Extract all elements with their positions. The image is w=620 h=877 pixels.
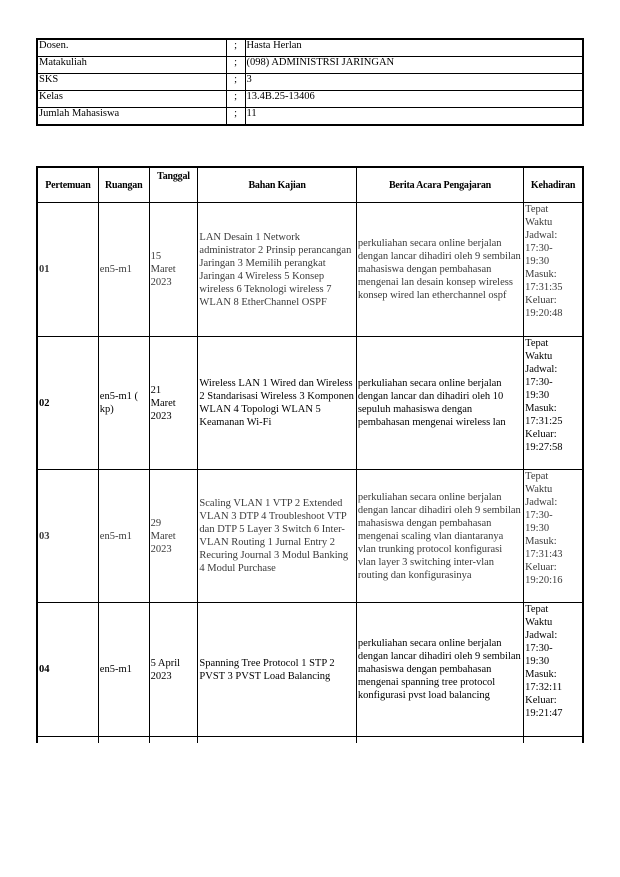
cell-tanggal: 29 Maret 2023 <box>149 470 198 603</box>
table-row <box>37 470 583 603</box>
info-label: Kelas <box>37 91 226 108</box>
info-value: 3 <box>245 74 583 91</box>
cell-berita-acara: perkuliahan secara online berjalan dengan lancar dihadiri oleh 9 sembilan mahasiswa dengan pembahasan mengenai lan desain konsep wireless konsep wired lan etherchannel ospf <box>356 203 523 337</box>
cell-kehadiran: Tepat Waktu Jadwal: 17:30- 19:30 Masuk: 17:31:25 Keluar: 19:27:58 <box>524 337 583 470</box>
info-label: SKS <box>37 74 226 91</box>
header-kehadiran: Kehadiran <box>524 167 583 203</box>
info-row-kelas <box>37 91 583 108</box>
schedule-header-row <box>37 167 583 203</box>
info-value: (098) ADMINISTRSI JARINGAN <box>245 57 583 74</box>
cell-berita-acara: perkuliahan secara online berjalan dengan lancar dihadiri oleh 9 sembilan mahasiswa dengan pembahasan mengenai spanning tree protocol konfigurasi pvst load balancing <box>356 603 523 737</box>
cell-empty <box>356 737 523 744</box>
cell-tanggal: 21 Maret 2023 <box>149 337 198 470</box>
info-separator: ; <box>226 108 245 126</box>
info-label: Matakuliah <box>37 57 226 74</box>
cell-pertemuan: 02 <box>37 337 98 470</box>
cell-empty <box>37 737 98 744</box>
table-row <box>37 603 583 737</box>
info-row-jumlah-mahasiswa <box>37 108 583 126</box>
info-row-matakuliah <box>37 57 583 74</box>
cell-empty <box>98 737 149 744</box>
cell-berita-acara: perkuliahan secara online berjalan dengan lancar dihadiri oleh 9 sembilan mahasiswa dengan pembahasan mengenai scaling vlan diantaranya vlan trunking protocol konfigurasi vlan layer 3 switching inter-vlan routing dan konfigurasinya <box>356 470 523 603</box>
cell-empty <box>524 737 583 744</box>
cell-kehadiran: Tepat Waktu Jadwal: 17:30- 19:30 Masuk: 17:31:35 Keluar: 19:20:48 <box>524 203 583 337</box>
course-info-table <box>36 38 584 126</box>
cell-ruangan: en5-m1 <box>98 203 149 337</box>
header-berita-acara: Berita Acara Pengajaran <box>356 167 523 203</box>
info-value: 13.4B.25-13406 <box>245 91 583 108</box>
cell-ruangan: en5-m1 ( kp) <box>98 337 149 470</box>
cell-berita-acara: perkuliahan secara online berjalan dengan lancar dan dihadiri oleh 10 sepuluh mahasiswa dengan pembahasan mengenai wireless lan <box>356 337 523 470</box>
info-label: Jumlah Mahasiswa <box>37 108 226 126</box>
header-tanggal: Tanggal <box>149 167 198 203</box>
cell-empty <box>198 737 356 744</box>
table-row <box>37 337 583 470</box>
cell-bahan-kajian: Spanning Tree Protocol 1 STP 2 PVST 3 PVST Load Balancing <box>198 603 356 737</box>
cell-tanggal: 15 Maret 2023 <box>149 203 198 337</box>
info-separator: ; <box>226 91 245 108</box>
info-row-sks <box>37 74 583 91</box>
info-label: Dosen. <box>37 39 226 57</box>
table-row <box>37 203 583 337</box>
info-separator: ; <box>226 39 245 57</box>
cell-bahan-kajian: LAN Desain 1 Network administrator 2 Prinsip perancangan Jaringan 3 Memilih perangkat Jaringan 4 Wireless 5 Konsep wireless 6 Teknologi wireless 7 WLAN 8 EtherChannel OSPF <box>198 203 356 337</box>
header-pertemuan: Pertemuan <box>37 167 98 203</box>
info-separator: ; <box>226 74 245 91</box>
header-bahan-kajian: Bahan Kajian <box>198 167 356 203</box>
cell-pertemuan: 01 <box>37 203 98 337</box>
cell-ruangan: en5-m1 <box>98 603 149 737</box>
table-row-continuation <box>37 737 583 744</box>
cell-kehadiran: Tepat Waktu Jadwal: 17:30- 19:30 Masuk: 17:32:11 Keluar: 19:21:47 <box>524 603 583 737</box>
cell-pertemuan: 04 <box>37 603 98 737</box>
cell-pertemuan: 03 <box>37 470 98 603</box>
header-ruangan: Ruangan <box>98 167 149 203</box>
cell-ruangan: en5-m1 <box>98 470 149 603</box>
info-value: Hasta Herlan <box>245 39 583 57</box>
info-separator: ; <box>226 57 245 74</box>
cell-tanggal: 5 April 2023 <box>149 603 198 737</box>
cell-kehadiran: Tepat Waktu Jadwal: 17:30- 19:30 Masuk: 17:31:43 Keluar: 19:20:16 <box>524 470 583 603</box>
info-value: 11 <box>245 108 583 126</box>
cell-empty <box>149 737 198 744</box>
cell-bahan-kajian: Wireless LAN 1 Wired dan Wireless 2 Standarisasi Wireless 3 Komponen WLAN 4 Topologi WLAN 5 Keamanan Wi-Fi <box>198 337 356 470</box>
info-row-dosen <box>37 39 583 57</box>
cell-bahan-kajian: Scaling VLAN 1 VTP 2 Extended VLAN 3 DTP 4 Troubleshoot VTP dan DTP 5 Layer 3 Switch 6 Inter-VLAN Routing 1 Jurnal Entry 2 Recuring Journal 3 Modul Banking 4 Modul Purchase <box>198 470 356 603</box>
schedule-table <box>36 166 584 743</box>
